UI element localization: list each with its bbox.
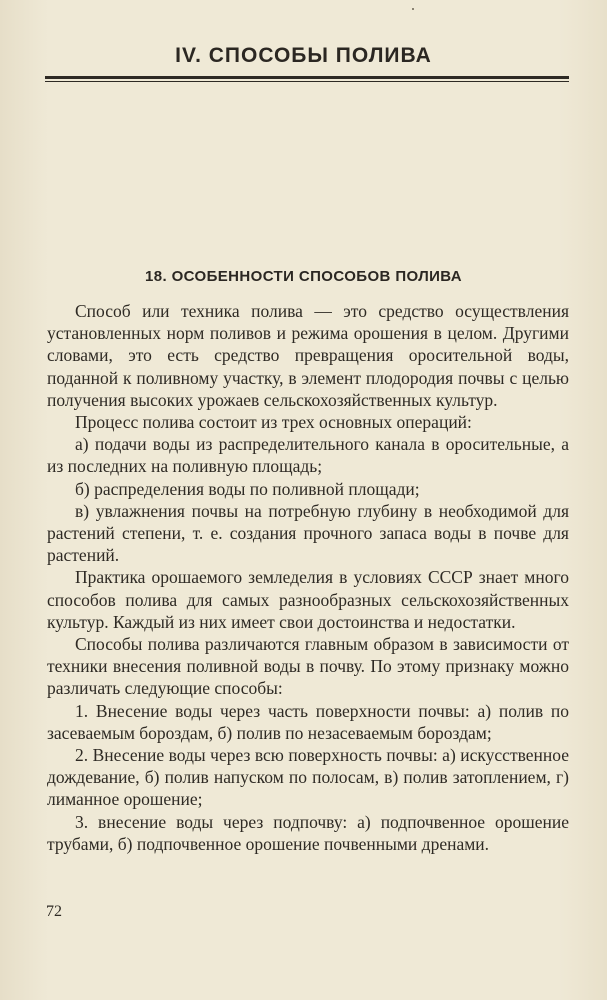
paragraph-method-3: 3. внесение воды через подпочву: а) подпочвенное орошение трубами, б) подпочвенное орошение почвенными дренами.: [47, 811, 569, 854]
chapter-title: IV. СПОСОБЫ ПОЛИВА: [175, 44, 432, 67]
paragraph-method-1: 1. Внесение воды через часть поверхности почвы: а) полив по засеваемым бороздам, б) полив по незасеваемым бороздам;: [47, 700, 569, 743]
paragraph-operation-c: в) увлажнения почвы на потребную глубину в необходимой для растений степени, т. е. создания прочного запаса воды в почве для растений.: [47, 500, 569, 566]
paragraph-operation-b: б) распределения воды по поливной площади;: [75, 478, 420, 499]
paragraph-operation-a: а) подачи воды из распределительного канала в оросительные, а из последних на поливную площадь;: [47, 434, 569, 477]
header-rule-thick: [45, 76, 569, 79]
paragraph-methods-intro: Способы полива различаются главным образом в зависимости от техники внесения поливной воды в почву. По этому признаку можно различать следующие способы:: [47, 634, 569, 699]
scan-speck: [412, 8, 414, 10]
paragraph-definition: Способ или техника полива — это средство осуществления установленных норм поливов и режима орошения в целом. Другими словами, это есть средство превращения оросительной воды, поданной к поливному участку, в элемент плодородия почвы с целью получения высоких урожаев сельскохозяйственных культур.: [47, 301, 569, 410]
paragraph-process-intro: Процесс полива состоит из трех основных операций:: [75, 412, 472, 433]
page-number: 72: [46, 903, 62, 920]
header-rule-thin: [45, 81, 569, 82]
section-title: 18. ОСОБЕННОСТИ СПОСОБОВ ПОЛИВА: [144, 268, 463, 285]
body-text: [47, 300, 569, 855]
paragraph-practice: Практика орошаемого земледелия в условиях СССР знает много способов полива для самых разнообразных сельскохозяйственных культур. Каждый из них имеет свои достоинства и недостатки.: [47, 567, 569, 632]
paragraph-method-2: 2. Внесение воды через всю поверхность почвы: а) искусственное дождевание, б) полив напуском по полосам, в) полив затоплением, г) лиманное орошение;: [47, 745, 569, 810]
